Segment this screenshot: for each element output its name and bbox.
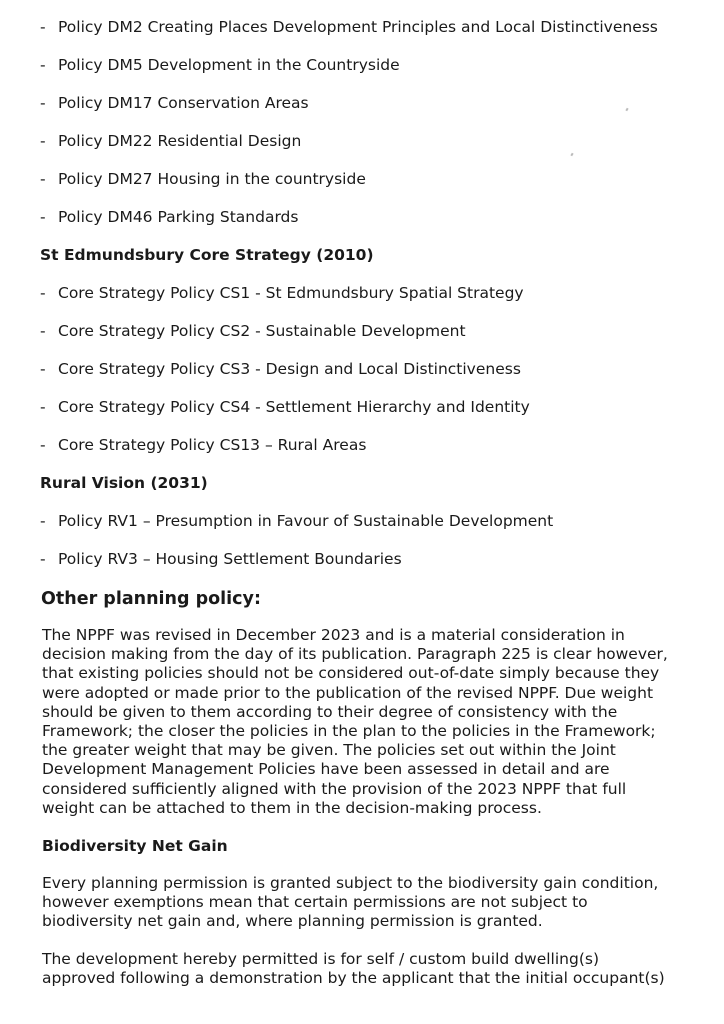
list-item: - Core Strategy Policy CS3 - Design and Local Distinctiveness [40,360,521,378]
list-item: - Policy DM5 Development in the Countryside [40,56,400,74]
list-item: - Policy DM22 Residential Design [40,132,302,150]
bng-paragraph: Every planning permission is granted subject to the biodiversity gain condition, however exemptions mean that certain permissions are not subject to biodiversity net gain and, where planning permission is granted. [42,874,659,931]
list-item: - Policy DM27 Housing in the countryside [40,170,366,188]
nppf-paragraph: The NPPF was revised in December 2023 and is a material consideration in decision making from the day of its publication. Paragraph 225 is clear however, that existing policies should not be considered out-of-date simply because they were adopted or made prior to the publication of the revised NPPF. Due weight should be given to them according to their degree of consistency with the Framework; the closer the policies in the plan to the policies in the Framework; the greater weight that may be given. The policies set out within the Joint Development Management Policies have been assessed in detail and are considered sufficiently aligned with the provision of the 2023 NPPF that full weight can be attached to them in the decision-making process. [42,626,668,817]
list-item: - Policy RV1 – Presumption in Favour of Sustainable Development [40,512,554,530]
biodiversity-net-gain-heading: Biodiversity Net Gain [42,837,228,855]
core-policy-list [40,282,530,472]
dm-policy-list [40,16,658,244]
list-item: - Core Strategy Policy CS13 – Rural Areas [40,436,367,454]
rural-vision-heading: Rural Vision (2031) [40,474,208,492]
list-item: - Policy DM46 Parking Standards [40,208,299,226]
development-paragraph: The development hereby permitted is for self / custom build dwelling(s) approved following a demonstration by the applicant that the initial occupant(s) [42,950,665,988]
rural-policy-list [40,510,553,586]
list-item: - Policy DM17 Conservation Areas [40,94,309,112]
list-item: - Policy DM2 Creating Places Development Principles and Local Distinctiveness [40,18,658,36]
list-item: - Policy RV3 – Housing Settlement Boundaries [40,550,402,568]
core-strategy-heading: St Edmundsbury Core Strategy (2010) [40,246,374,264]
list-item: - Core Strategy Policy CS4 - Settlement Hierarchy and Identity [40,398,530,416]
other-planning-policy-heading: Other planning policy: [41,589,261,609]
list-item: - Core Strategy Policy CS1 - St Edmundsbury Spatial Strategy [40,284,524,302]
list-item: - Core Strategy Policy CS2 - Sustainable Development [40,322,466,340]
